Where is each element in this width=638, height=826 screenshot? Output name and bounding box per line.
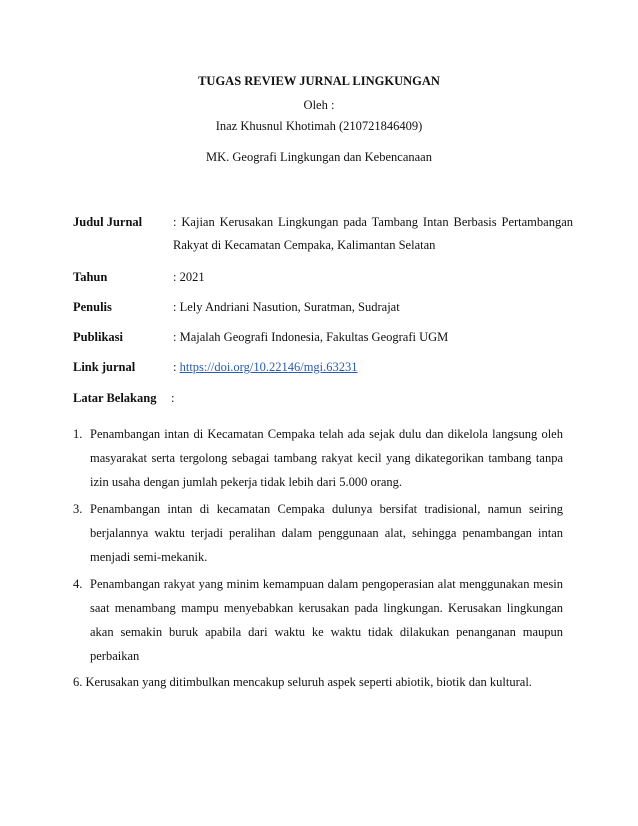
journal-doi-link[interactable]: https://doi.org/10.22146/mgi.63231 bbox=[179, 360, 358, 374]
field-label: Link jurnal bbox=[73, 360, 136, 374]
list-item-number: 3. bbox=[73, 502, 83, 516]
list-item-text: Penambangan rakyat yang minim kemampuan dalam pengoperasian alat menggunakan mesin saat menambang mampu menyebabkan kerusakan pada lingkungan. Kerusakan lingkungan akan semakin buruk apabila dari waktu ke waktu tidak dilakukan penanganan maupun perbaikan bbox=[90, 577, 563, 663]
field-value: : Kajian Kerusakan Lingkungan pada Tambang Intan Berbasis Pertambangan Rakyat di Kecamatan Cempaka, Kalimantan Selatan bbox=[173, 215, 573, 252]
list-item bbox=[73, 572, 563, 668]
field-value: : Majalah Geografi Indonesia, Fakultas Geografi UGM bbox=[173, 330, 449, 344]
list-item-number: 1. bbox=[73, 427, 83, 441]
list-item-text: Penambangan intan di kecamatan Cempaka dulunya bersifat tradisional, namun seiring berjalannya waktu terjadi peralihan dalam penggunaan alat, sehingga penambangan intan menjadi semi-mekanik. bbox=[90, 502, 563, 564]
field-value: : bbox=[171, 391, 175, 405]
field-label: Publikasi bbox=[73, 330, 124, 344]
field-label: Judul Jurnal bbox=[73, 215, 143, 229]
field-value: : 2021 bbox=[173, 270, 205, 284]
field-label: Latar Belakang bbox=[73, 391, 157, 405]
field-value: : Lely Andriani Nasution, Suratman, Sudrajat bbox=[173, 300, 400, 314]
list-item-text: Penambangan intan di Kecamatan Cempaka telah ada sejak dulu dan dikelola langsung oleh masyarakat serta tergolong sebagai tambang rakyat kecil yang dikategorikan tambang tanpa izin usaha dengan jumlah pekerja tidak lebih dari 5.000 orang. bbox=[90, 427, 563, 489]
list-item-text: 6. Kerusakan yang ditimbulkan mencakup seluruh aspek seperti abiotik, biotik dan kultural. bbox=[73, 675, 532, 689]
field-label: Penulis bbox=[73, 300, 112, 314]
author-line: Inaz Khusnul Khotimah (210721846409) bbox=[215, 119, 423, 133]
field-value bbox=[173, 356, 573, 379]
course-line: MK. Geografi Lingkungan dan Kebencanaan bbox=[206, 150, 432, 164]
link-prefix: : bbox=[173, 360, 180, 374]
list-item-number: 4. bbox=[73, 577, 83, 591]
by-line: Oleh : bbox=[303, 98, 335, 112]
document-title: TUGAS REVIEW JURNAL LINGKUNGAN bbox=[198, 74, 440, 88]
field-label: Tahun bbox=[73, 270, 108, 284]
list-item bbox=[73, 497, 563, 569]
list-item bbox=[73, 670, 563, 694]
list-item bbox=[73, 422, 563, 494]
